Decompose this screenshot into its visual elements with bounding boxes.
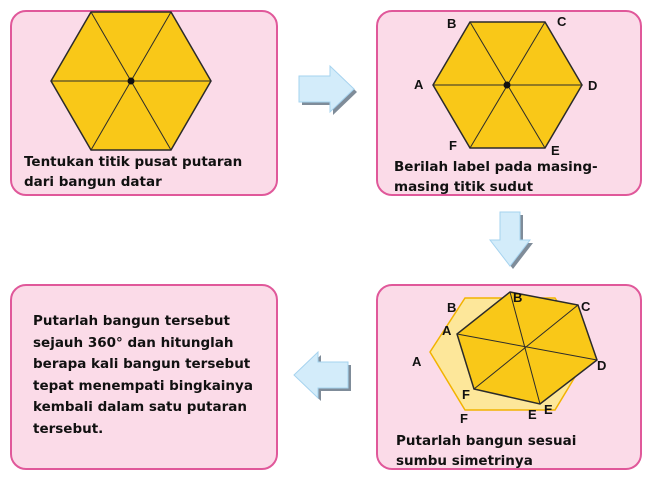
ghost-label-b: B — [447, 300, 457, 315]
rotated-label-e: E — [544, 402, 553, 417]
step-4-instruction: Putarlah bangun tersebut sejauh 360° dan hitunglah berapa kali bangun tersebut tepat menempati bingkainya kembali dalam satu putaran tersebut. — [33, 313, 253, 437]
vertex-label-b: B — [447, 16, 457, 31]
step-3-caption: Putarlah bangun sesuai sumbu simetrinya — [396, 433, 577, 469]
rotated-label-d: D — [597, 358, 607, 373]
vertex-label-c: C — [557, 14, 567, 29]
arrow-left-icon — [294, 352, 351, 401]
ghost-label-f: F — [460, 411, 468, 426]
rotated-label-a: A — [442, 323, 452, 338]
step-2-hexagon — [414, 14, 597, 158]
vertex-label-f: F — [449, 138, 457, 153]
ghost-label-a: A — [412, 354, 422, 369]
arrow-down-icon — [490, 212, 533, 269]
step-1-hexagon — [51, 12, 211, 150]
arrow-right-icon — [299, 66, 357, 115]
step-1-caption: Tentukan titik pusat putaran dari bangun datar — [24, 154, 243, 190]
vertex-label-e: E — [551, 143, 560, 158]
ghost-label-e: E — [528, 407, 537, 422]
rotated-label-f: F — [462, 387, 470, 402]
center-point — [504, 82, 511, 89]
center-point — [128, 78, 135, 85]
step-2-caption: Berilah label pada masing- masing titik sudut — [394, 159, 598, 195]
rotated-label-c: C — [581, 299, 591, 314]
vertex-label-a: A — [414, 77, 424, 92]
vertex-label-d: D — [588, 78, 598, 93]
rotated-label-b: B — [513, 290, 523, 305]
